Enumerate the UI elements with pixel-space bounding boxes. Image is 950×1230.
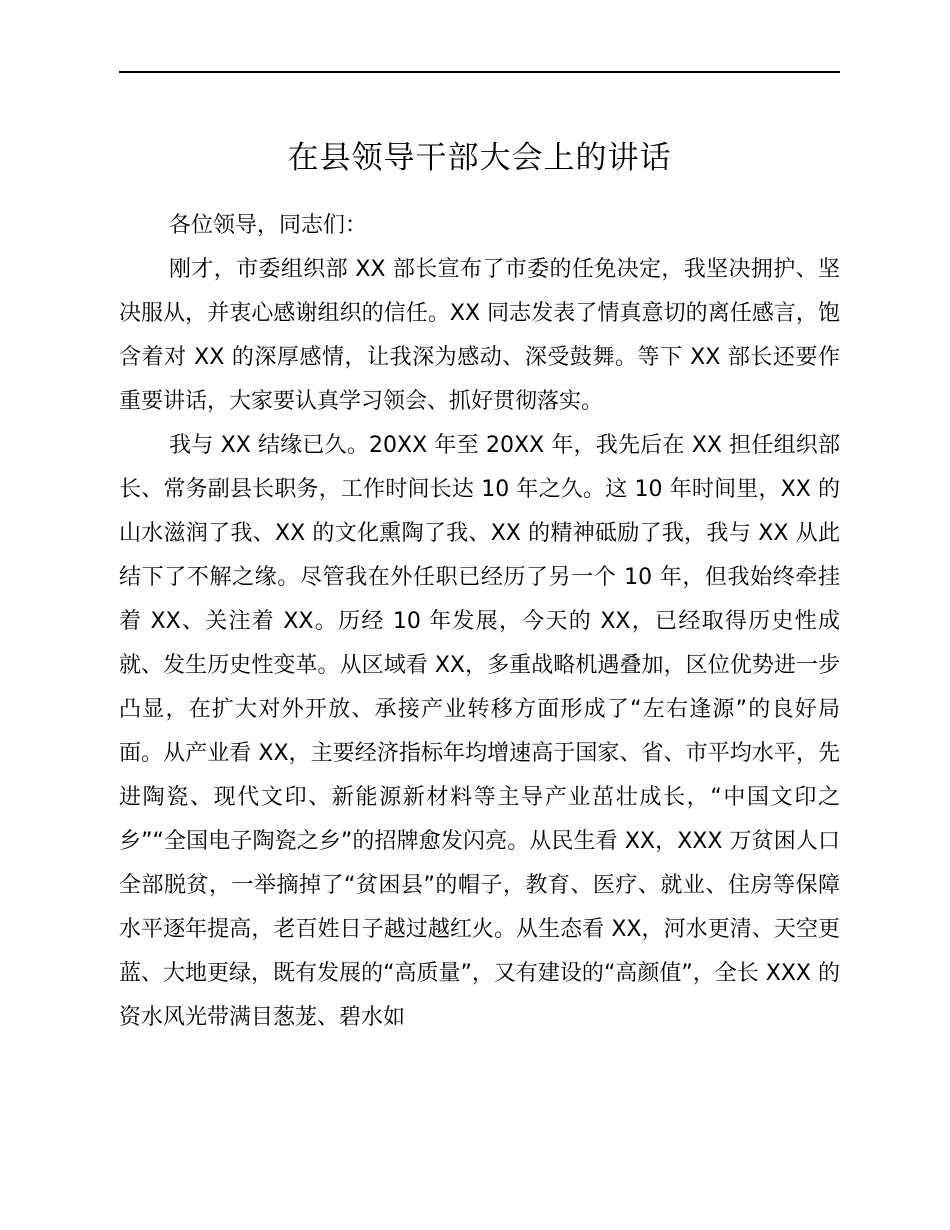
document-title: 在县领导干部大会上的讲话	[287, 140, 672, 176]
paragraph-2: 我与 XX 结缘已久。20XX 年至 20XX 年，我先后在 XX 担任组织部长、常务副县长职务，工作时间长达 10 年之久。这 10 年时间里，XX 的山水滋润了我、XX 的文化熏陶了我、XX 的精神砥励了我，我与 XX 从此结下了不解之缘。尽管我在外任职已经历了另一个 10 年，但我始终牵挂着 XX、关注着 XX。历经 10 年发展，今天的 XX，已经取得历史性成就、发生历史性变革。从区域看 XX，多重战略机遇叠加，区位优势进一步凸显，在扩大对外开放、承接产业转移方面形成了“左右逢源”的良好局面。从产业看 XX，主要经济指标年均增速高于国家、省、市平均水平，先进陶瓷、现代文印、新能源新材料等主导产业茁壮成长，“中国文印之乡”“全国电子陶瓷之乡”的招牌愈发闪亮。从民生看 XX，XXX 万贫困人口全部脱贫，一举摘掉了“贫困县”的帽子，教育、医疗、就业、住房等保障水平逐年提高，老百姓日子越过越红火。从生态看 XX，河水更清、天空更蓝、大地更绿，既有发展的“高质量”，又有建设的“高颜值”，全长 XXX 的资水风光带满目葱茏、碧水如	[119, 433, 840, 1030]
document-body	[119, 204, 840, 1040]
header-divider	[119, 71, 840, 73]
salutation: 各位领导，同志们：	[169, 213, 368, 238]
paragraph-1: 刚才，市委组织部 XX 部长宣布了市委的任免决定，我坚决拥护、坚决服从，并衷心感谢组织的信任。XX 同志发表了情真意切的离任感言，饱含着对 XX 的深厚感情，让我深为感动、深受鼓舞。等下 XX 部长还要作重要讲话，大家要认真学习领会、抓好贯彻落实。	[119, 257, 840, 414]
